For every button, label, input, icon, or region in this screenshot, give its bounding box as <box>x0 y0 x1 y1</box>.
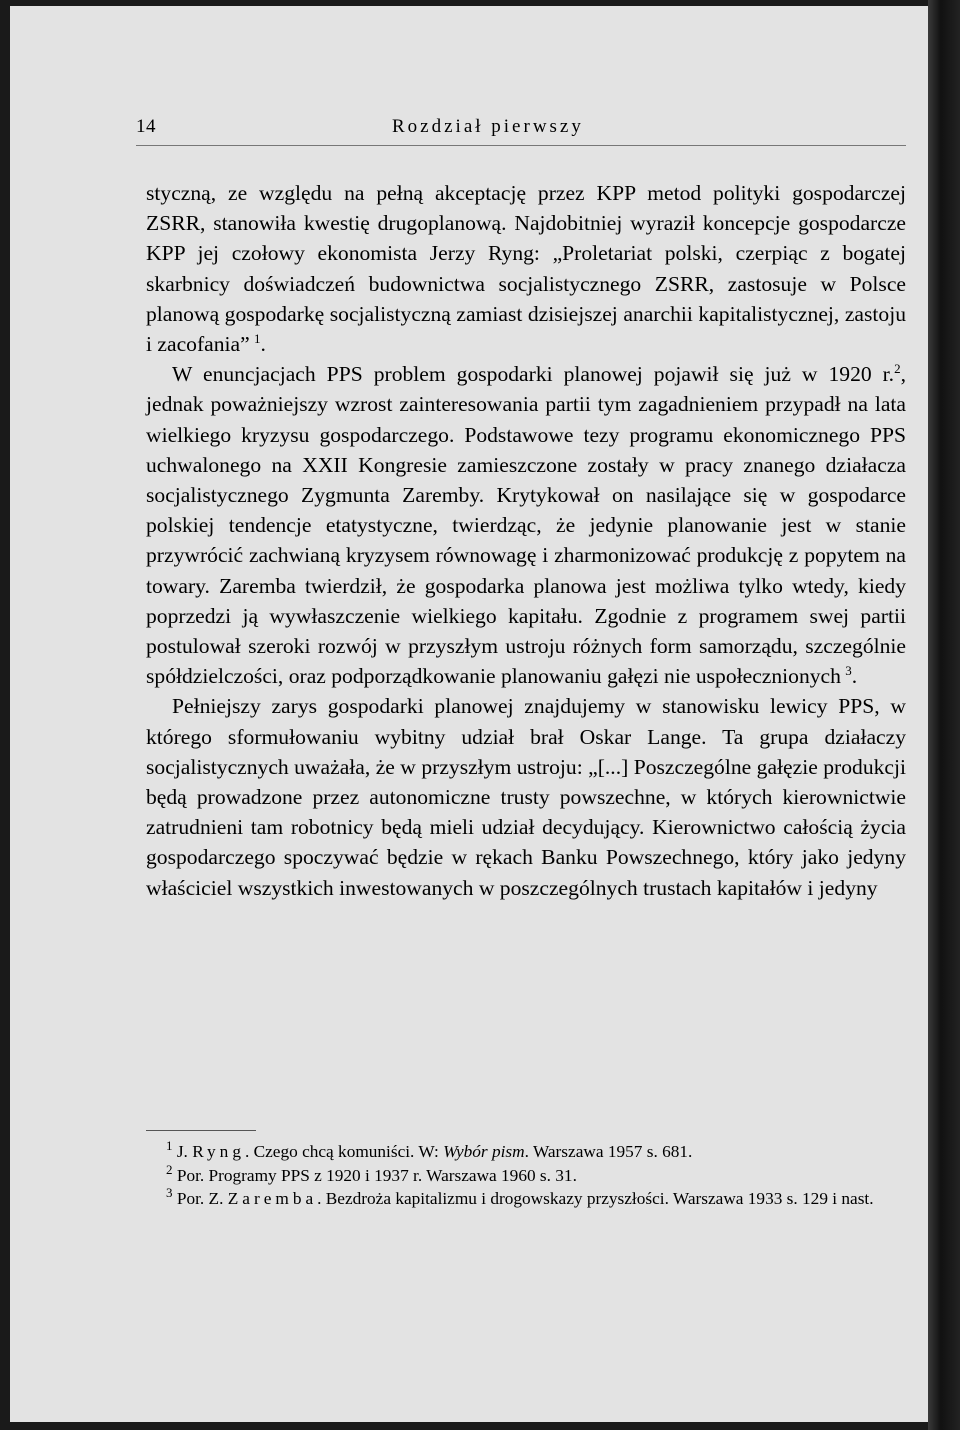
footnote-ref-3: 3 <box>845 663 852 679</box>
footnote-1: $^1$ J. Ryng. Czego chcą komuniści. W: Wybór pism. Warszawa 1957 s. 681. <box>166 1138 693 1161</box>
paragraph-2: W enuncjacjach PPS problem gospodarki planowej pojawił się już w 1920 r.$^2$, jednak poważniejszy wzrost zainteresowania partii tym zagadnieniem przypadł na lata wielkiego kryzysu gospodarczego. Podstawowe tezy programu ekonomicznego PPS uchwalonego na XXII Kongresie zamieszczone zostały w pracy znanego działacza socjalistycznego Zygmunta Zaremby. Krytykował on nasilające się w gospodarce polskiej tendencje etatystyczne, twierdząc, że jedynie planowanie jest w stanie przywrócić zachwianą kryzysem równowagę i zharmonizować produkcję z popytem na towary. Zaremba twierdził, że gospodarka planowa jest możliwa tylko wtedy, kiedy poprzedzi ją wywłaszczenie wielkiego kapitału. Zgodnie z programem swej partii postulował szeroki rozwój w przyszłym ustroju różnych form samorządu, szczególnie spółdzielczości, oraz podporządkowanie planowaniu gałęzi nie uspołecznionych $^3$. <box>146 361 906 689</box>
page-edge <box>928 0 960 1430</box>
footnote-3: $^3$ Por. Z. Zaremba. Bezdroża kapitalizmu i drogowskazy przyszłości. Warszawa 1933 s. 129 i nast. <box>166 1185 874 1208</box>
footnote-ref-1: 1 <box>254 330 261 346</box>
main-text <box>146 178 906 903</box>
header-rule <box>136 145 906 146</box>
paragraph-1: styczną, ze względu na pełną akceptację przez KPP metod polityki gospodarczej ZSRR, stanowiła kwestię drugoplanową. Najdobitniej wyraził koncepcje gospodarcze KPP jej czołowy ekonomista Jerzy Ryng: „Proletariat polski, czerpiąc z bogatej skarbnicy doświadczeń budownictwa socjalistycznego ZSRR, zastosuje w Polsce planową gospodarkę socjalistyczną zamiast dzisiejszej anarchii kapitalistycznej, zastoju i zacofania” $^1$. <box>146 181 906 357</box>
chapter-title: Rozdział pierwszy <box>392 116 584 137</box>
paragraph-3: Pełniejszy zarys gospodarki planowej znajdujemy w stanowisku lewicy PPS, w którego sformułowaniu wybitny udział brał Oskar Lange. Ta grupa działaczy socjalistycznych uważała, że w przyszłym ustroju: „[...] Poszczególne gałęzie produkcji będą prowadzone przez autonomiczne trusty powszechne, w których kierownictwie zatrudnieni tam robotnicy będą mieli udział decydujący. Kierownictwo całością życia gospodarczego spoczywać będzie w rękach Banku Powszechnego, który jako jedyny właściciel wszystkich inwestowanych w poszczególnych trustach kapitałów i jedyny <box>146 694 906 900</box>
footnote-ref-2: 2 <box>894 361 901 377</box>
footnote-rule <box>146 1130 256 1131</box>
running-header <box>136 116 906 142</box>
footnotes <box>146 1140 906 1211</box>
footnote-2: $^2$ Por. Programy PPS z 1920 i 1937 r. Warszawa 1960 s. 31. <box>166 1161 577 1185</box>
page-number: 14 <box>136 116 156 137</box>
